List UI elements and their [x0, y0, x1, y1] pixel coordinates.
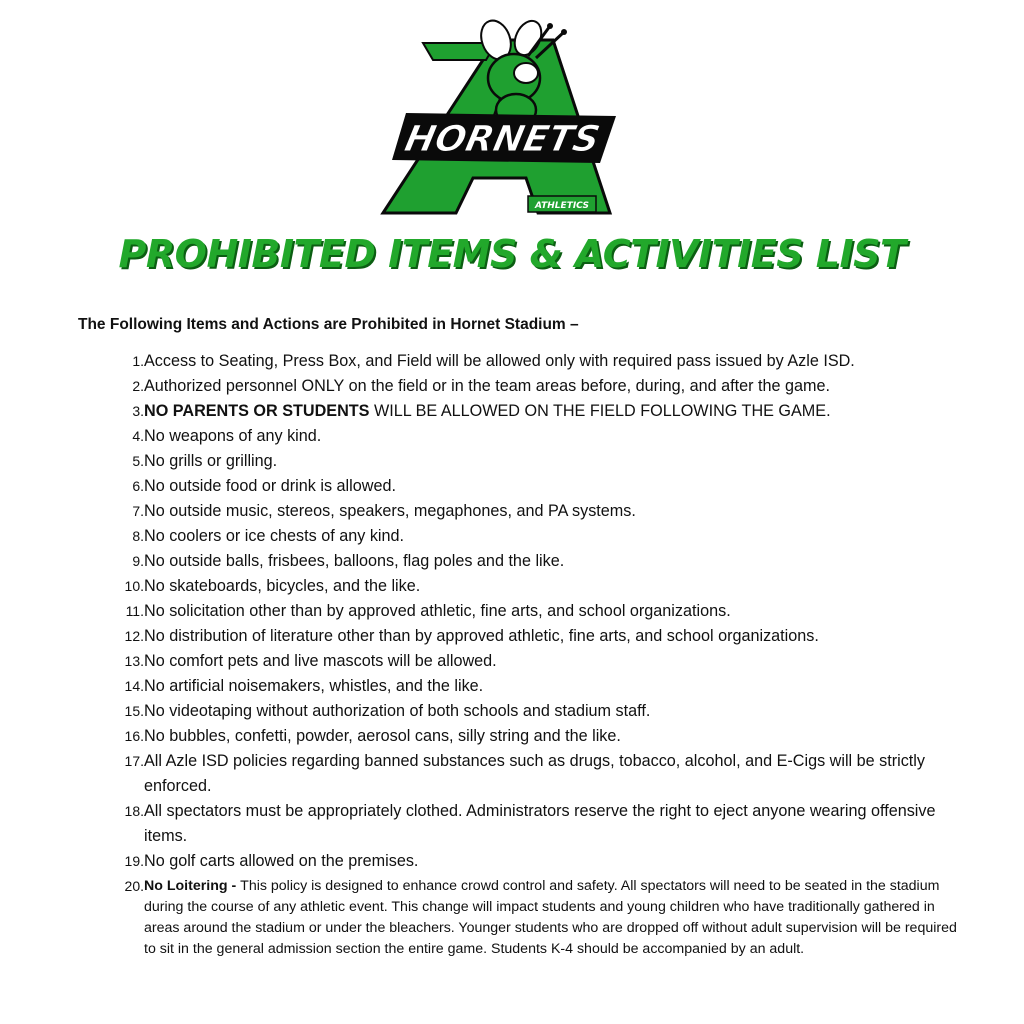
item-text: No solicitation other than by approved athletic, fine arts, and school organizations.: [144, 602, 731, 620]
item-text: No weapons of any kind.: [144, 427, 322, 445]
item-text: Access to Seating, Press Box, and Field will be allowed only with required pass issued by Azle ISD.: [144, 352, 855, 370]
item-text: No artificial noisemakers, whistles, and the like.: [144, 677, 484, 695]
list-item: [78, 399, 958, 424]
list-item: [78, 649, 958, 674]
item-number: 9.: [132, 553, 144, 569]
item-number: 4.: [132, 428, 144, 444]
hornets-athletics-logo: [378, 18, 623, 218]
item-text: Authorized personnel ONLY on the field or in the team areas before, during, and after the game.: [144, 377, 830, 395]
item-text: No outside balls, frisbees, balloons, flag poles and the like.: [144, 552, 565, 570]
list-item: [78, 724, 958, 749]
item-text: No outside food or drink is allowed.: [144, 477, 396, 495]
item-number: 10.: [124, 578, 144, 594]
item-number: 19.: [124, 853, 144, 869]
list-item: [78, 549, 958, 574]
list-item: [78, 374, 958, 399]
item-number: 8.: [132, 528, 144, 544]
list-item: [78, 849, 958, 874]
list-item: [78, 574, 958, 599]
item-text: No skateboards, bicycles, and the like.: [144, 577, 421, 595]
item-number: 5.: [132, 453, 144, 469]
item-number: 17.: [124, 753, 144, 769]
item-number: 2.: [132, 378, 144, 394]
list-item: [78, 524, 958, 549]
item-number: 14.: [124, 678, 144, 694]
list-item: [78, 749, 958, 799]
item-text: No outside music, stereos, speakers, megaphones, and PA systems.: [144, 502, 636, 520]
list-item: [78, 674, 958, 699]
list-item: [78, 449, 958, 474]
intro-heading: The Following Items and Actions are Prohibited in Hornet Stadium –: [78, 316, 579, 333]
item-text: No bubbles, confetti, powder, aerosol cans, silly string and the like.: [144, 727, 621, 745]
list-item: [78, 424, 958, 449]
item-number: 13.: [124, 653, 144, 669]
item-number: 20.: [124, 878, 144, 894]
list-item: [78, 799, 958, 849]
item-number: 11.: [125, 603, 144, 619]
item-number: 15.: [124, 703, 144, 719]
item-text: All spectators must be appropriately clothed. Administrators reserve the right to eject anyone wearing offensive items.: [144, 802, 936, 845]
athletics-label: ATHLETICS: [535, 201, 589, 211]
item-number: 1.: [132, 353, 144, 369]
list-item: [78, 699, 958, 724]
item-number: 6.: [132, 478, 144, 494]
item-number: 12.: [124, 628, 144, 644]
item-number: 7.: [132, 503, 144, 519]
list-item: [78, 499, 958, 524]
item-text: No comfort pets and live mascots will be allowed.: [144, 652, 497, 670]
item-bold: No Loitering -: [144, 878, 241, 894]
list-item: [78, 599, 958, 624]
item-number: 3.: [132, 403, 144, 419]
prohibited-items-list: [78, 349, 958, 960]
item-bold: NO PARENTS OR STUDENTS: [144, 402, 370, 420]
item-text: No golf carts allowed on the premises.: [144, 852, 419, 870]
item-text: This policy is designed to enhance crowd control and safety. All spectators will need to be seated in the stadium during the course of any athletic event. This change will impact students and young children who have traditionally gathered in areas around the stadium or under the bleachers. Younger students who are dropped off without adult supervision will be required to sit in the general admission section the entire game. Students K-4 should be accompanied by an adult.: [144, 878, 957, 957]
list-item: [78, 474, 958, 499]
list-item: [78, 876, 958, 960]
page-title: PROHIBITED ITEMS & ACTIVITIES LIST: [118, 232, 906, 276]
item-text: No distribution of literature other than by approved athletic, fine arts, and school organizations.: [144, 627, 819, 645]
list-item: [78, 624, 958, 649]
item-text: No videotaping without authorization of both schools and stadium staff.: [144, 702, 651, 720]
item-text: All Azle ISD policies regarding banned substances such as drugs, tobacco, alcohol, and E-Cigs will be strictly enforced.: [144, 752, 925, 795]
item-text: WILL BE ALLOWED ON THE FIELD FOLLOWING THE GAME.: [369, 402, 831, 420]
list-item: [78, 349, 958, 374]
item-text: No coolers or ice chests of any kind.: [144, 527, 405, 545]
item-number: 16.: [124, 728, 144, 744]
hornets-wordmark: HORNETS: [401, 117, 604, 160]
item-number: 18.: [124, 803, 144, 819]
item-text: No grills or grilling.: [144, 452, 278, 470]
